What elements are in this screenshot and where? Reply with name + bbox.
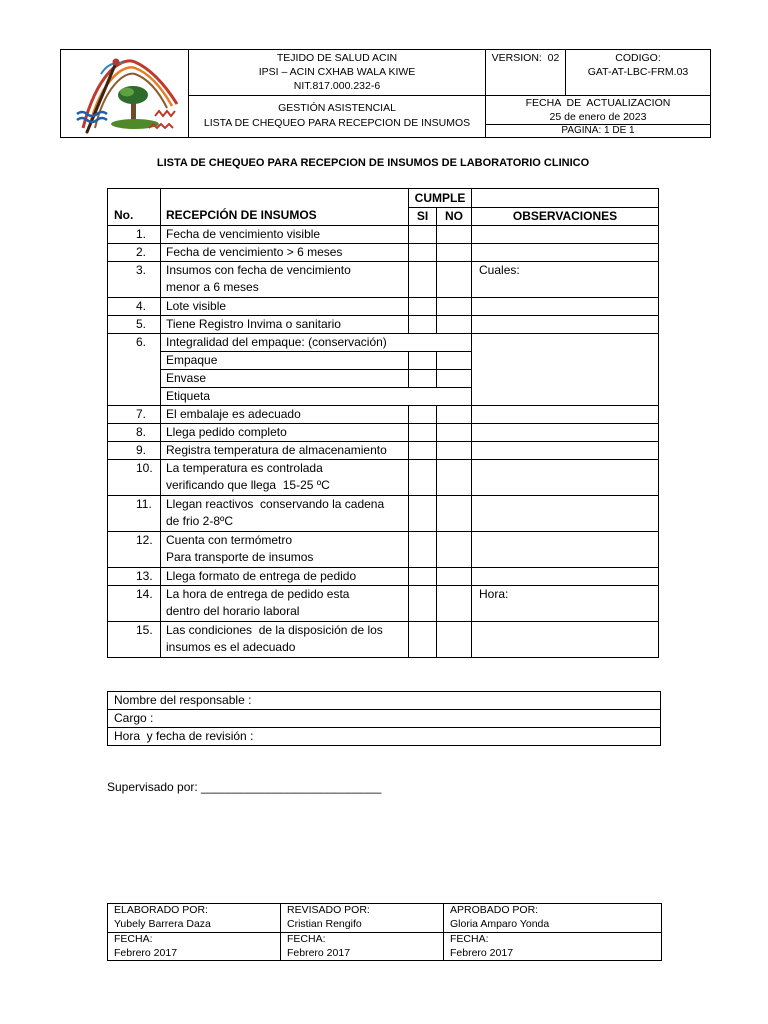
item-description-line: menor a 6 meses — [166, 280, 259, 294]
code-label: CODIGO: — [615, 52, 661, 64]
responsible-row — [108, 692, 661, 710]
version-label: VERSION: 02 — [491, 52, 560, 64]
no-checkbox[interactable] — [437, 424, 472, 442]
prepared-by-cell — [108, 904, 281, 933]
observations-cell[interactable] — [472, 496, 659, 532]
item-description-line: Fecha de vencimiento > 6 meses — [166, 245, 343, 259]
yes-checkbox[interactable] — [409, 460, 437, 496]
organization-logo — [69, 54, 181, 134]
checklist-row — [108, 424, 659, 442]
checklist-row — [108, 532, 659, 568]
code-value: GAT-AT-LBC-FRM.03 — [587, 66, 689, 78]
observations-cell[interactable] — [472, 316, 659, 334]
item-description-line: Tiene Registro Invima o sanitario — [166, 317, 341, 331]
review-table-body — [108, 692, 661, 746]
logo-tree-canopy-highlight — [120, 87, 134, 96]
no-column-header: NO — [437, 208, 472, 226]
item-description-line: Para transporte de insumos — [166, 550, 314, 564]
reviewed-by-name: Cristian Rengifo — [287, 917, 362, 930]
approved-by-cell — [444, 904, 662, 933]
item-number: 7. — [108, 406, 161, 424]
no-checkbox[interactable] — [437, 298, 472, 316]
review-datetime-row — [108, 728, 661, 746]
version-cell — [486, 50, 566, 96]
observations-cell[interactable] — [472, 568, 659, 586]
observations-cell[interactable] — [472, 226, 659, 244]
document-name: LISTA DE CHEQUEO PARA RECEPCION DE INSUMOS — [203, 117, 471, 129]
item-description — [161, 568, 409, 586]
review-datetime-field[interactable]: Hora y fecha de revisión : — [108, 728, 661, 746]
page-number: PAGINA: 1 DE 1 — [561, 125, 635, 136]
item-description-line: insumos es el adecuado — [166, 640, 296, 654]
item-description — [161, 622, 409, 658]
item-description — [161, 298, 409, 316]
observations-column-header: OBSERVACIONES — [472, 208, 659, 226]
item-description — [161, 226, 409, 244]
prepared-date-cell — [108, 933, 281, 961]
organization-info — [189, 50, 486, 96]
code-cell — [566, 50, 711, 96]
observations-cell[interactable] — [472, 244, 659, 262]
item-description-line: Llega formato de entrega de pedido — [166, 569, 357, 583]
item-number: 11. — [108, 496, 161, 532]
approved-by-label: APROBADO POR: — [450, 904, 539, 916]
observations-cell[interactable] — [472, 424, 659, 442]
logo-figure-head — [112, 58, 119, 65]
yes-column-header: SI — [409, 208, 437, 226]
logo-zigzag-border — [155, 111, 175, 116]
complies-column-header: CUMPLE — [409, 189, 472, 208]
approval-table-body — [108, 904, 662, 961]
prepared-by-name: Yubely Barrera Daza — [114, 917, 211, 930]
item-description — [161, 532, 409, 568]
item-description-line: La hora de entrega de pedido esta — [166, 587, 350, 601]
item-number: 5. — [108, 316, 161, 334]
item-description-line: dentro del horario laboral — [166, 604, 300, 618]
yes-checkbox[interactable] — [409, 532, 437, 568]
checklist-row — [108, 568, 659, 586]
prepared-by-label: ELABORADO POR: — [114, 904, 208, 916]
yes-checkbox[interactable] — [409, 622, 437, 658]
document-header-body — [61, 50, 711, 138]
item-description — [161, 586, 409, 622]
checklist-row — [108, 334, 659, 352]
approved-date-cell — [444, 933, 662, 961]
process-name: GESTIÓN ASISTENCIAL — [278, 102, 396, 114]
item-description-line: Lote visible — [166, 299, 227, 313]
supervised-by-line[interactable]: Supervisado por: ___________________________ — [107, 780, 382, 794]
no-checkbox[interactable] — [437, 262, 472, 298]
no-checkbox[interactable] — [437, 496, 472, 532]
item-description — [161, 334, 472, 352]
item-description-line: La temperatura es controlada — [166, 461, 323, 475]
observations-cell[interactable] — [472, 532, 659, 568]
page-cell — [486, 125, 711, 138]
no-checkbox[interactable] — [437, 352, 472, 370]
observations-cell[interactable]: Hora: — [472, 586, 659, 622]
no-checkbox[interactable] — [437, 460, 472, 496]
prepared-date-label: FECHA: — [114, 933, 153, 945]
no-checkbox[interactable] — [437, 442, 472, 460]
item-number: 6. — [108, 334, 161, 406]
update-date-value: 25 de enero de 2023 — [549, 111, 647, 123]
no-checkbox[interactable] — [437, 532, 472, 568]
organization-nit: NIT.817.000.232-6 — [293, 80, 381, 92]
observations-cell[interactable] — [472, 334, 659, 406]
item-number: 14. — [108, 586, 161, 622]
yes-checkbox[interactable] — [409, 298, 437, 316]
organization-name: TEJIDO DE SALUD ACIN — [276, 52, 398, 64]
item-description — [161, 262, 409, 298]
no-checkbox[interactable] — [437, 586, 472, 622]
observations-cell[interactable] — [472, 442, 659, 460]
number-column-header: No. — [108, 189, 161, 226]
checklist-header-row — [108, 189, 659, 208]
yes-checkbox[interactable] — [409, 586, 437, 622]
item-description-line: Integralidad del empaque: (conservación) — [166, 335, 387, 349]
logo-cell — [61, 50, 189, 138]
observations-cell[interactable] — [472, 406, 659, 424]
subitem-description: Empaque — [161, 352, 409, 370]
header-row-top — [61, 50, 711, 96]
review-table — [107, 691, 661, 746]
reviewed-date-cell — [281, 933, 444, 961]
item-description-line: verificando que llega 15-25 ºC — [166, 478, 330, 492]
item-description — [161, 496, 409, 532]
approved-date-label: FECHA: — [450, 933, 489, 945]
no-checkbox[interactable] — [437, 406, 472, 424]
item-number: 10. — [108, 460, 161, 496]
position-field[interactable]: Cargo : — [108, 710, 661, 728]
checklist-row — [108, 460, 659, 496]
observations-cell[interactable]: Cuales: — [472, 262, 659, 298]
yes-checkbox[interactable] — [409, 262, 437, 298]
item-description-line: de frio 2-8ºC — [166, 514, 234, 528]
no-checkbox[interactable] — [437, 316, 472, 334]
no-checkbox[interactable] — [437, 244, 472, 262]
item-description — [161, 460, 409, 496]
observations-cell[interactable] — [472, 622, 659, 658]
yes-checkbox[interactable] — [409, 370, 437, 388]
approved-date-value: Febrero 2017 — [450, 946, 514, 959]
no-checkbox[interactable] — [437, 622, 472, 658]
no-checkbox[interactable] — [437, 568, 472, 586]
checklist-row — [108, 316, 659, 334]
item-number: 4. — [108, 298, 161, 316]
checklist-table — [107, 188, 659, 658]
item-column-header: RECEPCIÓN DE INSUMOS — [161, 189, 409, 226]
no-checkbox[interactable] — [437, 370, 472, 388]
checklist-row — [108, 226, 659, 244]
responsible-name-field[interactable]: Nombre del responsable : — [108, 692, 661, 710]
item-number: 12. — [108, 532, 161, 568]
prepared-date-value: Febrero 2017 — [114, 946, 178, 959]
item-description-line: Las condiciones de la disposición de los — [166, 623, 383, 637]
item-description-line: Fecha de vencimiento visible — [166, 227, 321, 241]
process-info — [189, 96, 486, 138]
checklist-row — [108, 298, 659, 316]
item-number: 1. — [108, 226, 161, 244]
item-number: 9. — [108, 442, 161, 460]
approval-table — [107, 903, 662, 961]
checklist-row — [108, 442, 659, 460]
item-description-line: Llegan reactivos conservando la cadena — [166, 497, 385, 511]
position-row — [108, 710, 661, 728]
item-description — [161, 442, 409, 460]
reviewed-by-cell — [281, 904, 444, 933]
checklist-row — [108, 586, 659, 622]
organization-subtitle: IPSI – ACIN CXHAB WALA KIWE — [258, 66, 416, 78]
approval-names-row — [108, 904, 662, 933]
update-date-cell — [486, 96, 711, 125]
observations-header-spacer — [472, 189, 659, 208]
item-description-line: Registra temperatura de almacenamiento — [166, 443, 387, 457]
item-number: 13. — [108, 568, 161, 586]
yes-checkbox[interactable] — [409, 496, 437, 532]
item-description — [161, 424, 409, 442]
checklist-row — [108, 496, 659, 532]
yes-checkbox[interactable] — [409, 352, 437, 370]
checklist-body — [108, 226, 659, 658]
yes-checkbox[interactable] — [409, 406, 437, 424]
item-description — [161, 316, 409, 334]
subitem-description: Envase — [161, 370, 409, 388]
checklist-header — [108, 189, 659, 226]
checklist-row — [108, 244, 659, 262]
observations-cell[interactable] — [472, 460, 659, 496]
document-header — [60, 49, 711, 138]
yes-checkbox[interactable] — [409, 316, 437, 334]
item-description-line: El embalaje es adecuado — [166, 407, 301, 421]
item-number: 3. — [108, 262, 161, 298]
checklist-row — [108, 262, 659, 298]
item-description-line: Cuenta con termómetro — [166, 533, 293, 547]
item-description-line: Llega pedido completo — [166, 425, 287, 439]
yes-checkbox[interactable] — [409, 442, 437, 460]
checklist-row — [108, 622, 659, 658]
yes-checkbox[interactable] — [409, 244, 437, 262]
item-number: 8. — [108, 424, 161, 442]
approval-dates-row — [108, 933, 662, 961]
item-description — [161, 406, 409, 424]
subitem-description: Etiqueta — [161, 388, 472, 406]
observations-cell[interactable] — [472, 298, 659, 316]
item-description-line: Insumos con fecha de vencimiento — [166, 263, 351, 277]
yes-checkbox[interactable] — [409, 568, 437, 586]
reviewed-date-value: Febrero 2017 — [287, 946, 351, 959]
approved-by-name: Gloria Amparo Yonda — [450, 917, 550, 930]
yes-checkbox[interactable] — [409, 424, 437, 442]
reviewed-by-label: REVISADO POR: — [287, 904, 370, 916]
reviewed-date-label: FECHA: — [287, 933, 326, 945]
checklist-row — [108, 406, 659, 424]
item-number: 2. — [108, 244, 161, 262]
update-date-label: FECHA DE ACTUALIZACION — [525, 97, 671, 109]
item-description — [161, 244, 409, 262]
no-checkbox[interactable] — [437, 226, 472, 244]
document-title: LISTA DE CHEQUEO PARA RECEPCION DE INSUMOS DE LABORATORIO CLINICO — [156, 157, 590, 169]
yes-checkbox[interactable] — [409, 226, 437, 244]
item-number: 15. — [108, 622, 161, 658]
